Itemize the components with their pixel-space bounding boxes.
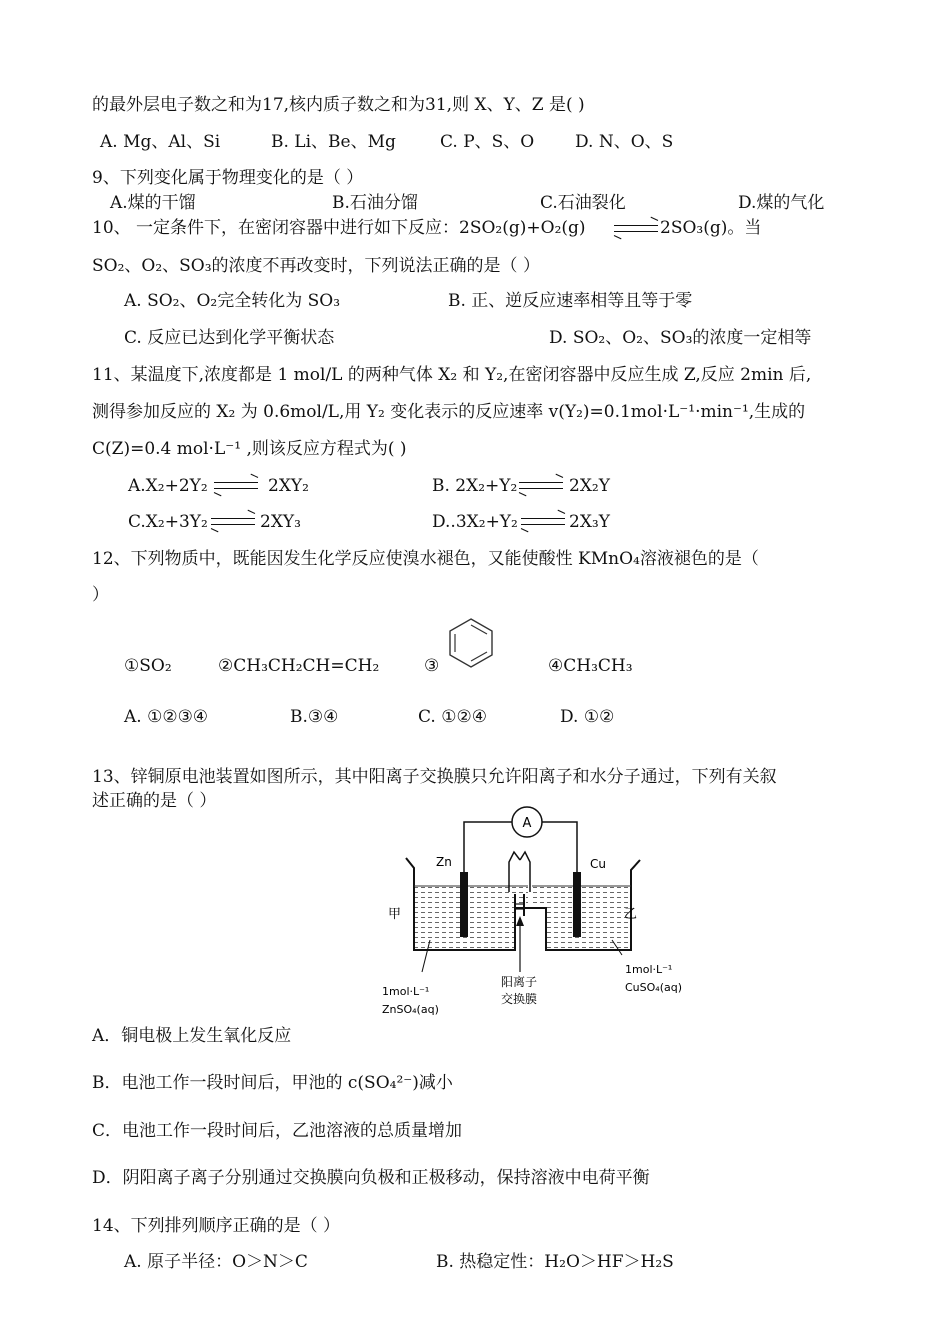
q9-option-a: A.煤的干馏 xyxy=(110,193,196,213)
q14-stem: 14、下列排列顺序正确的是（ ） xyxy=(92,1216,341,1236)
galvanic-cell-diagram xyxy=(372,800,692,1020)
q11-option-d-right: 2X₃Y xyxy=(569,512,610,532)
q14-option-b: B. 热稳定性：H₂O＞HF＞H₂S xyxy=(436,1252,674,1272)
q9-option-b: B.石油分馏 xyxy=(332,193,418,213)
q11-option-c-right: 2XY₃ xyxy=(260,512,301,532)
q12-item-4: ④CH₃CH₃ xyxy=(548,656,633,676)
membrane-label-1: 阳离子 xyxy=(501,975,538,989)
q11-line1: 11、某温度下,浓度都是 1 mol/L 的两种气体 X₂ 和 Y₂,在密闭容器中反应生成 Z,反应 2min 后, xyxy=(92,365,812,385)
equilibrium-arrow-icon xyxy=(521,516,565,528)
q10-option-b: B. 正、逆反应速率相等且等于零 xyxy=(448,291,693,311)
q8-stem: 的最外层电子数之和为17,核内质子数之和为31,则 X、Y、Z 是( ) xyxy=(92,95,585,115)
q12-option-a: A. ①②③④ xyxy=(124,707,209,727)
zn-electrode-label: Zn xyxy=(436,855,452,869)
q11-line2: 测得参加反应的 X₂ 为 0.6mol/L,用 Y₂ 变化表示的反应速率 v(Y₂)=0.1mol·L⁻¹·min⁻¹,生成的 xyxy=(92,402,806,422)
q11-option-c-left: C.X₂+3Y₂ xyxy=(128,512,208,532)
equilibrium-arrow-icon xyxy=(211,516,255,528)
q10-option-d: D. SO₂、O₂、SO₃的浓度一定相等 xyxy=(549,328,812,348)
left-solution-name: ZnSO₄(aq) xyxy=(382,1003,439,1016)
q13-option-b: B．电池工作一段时间后，甲池的 c(SO₄²⁻)减小 xyxy=(92,1073,453,1093)
q11-option-a-left: A.X₂+2Y₂ xyxy=(128,476,208,496)
q12-option-d: D. ①② xyxy=(560,707,615,727)
q13-option-c: C．电池工作一段时间后，乙池溶液的总质量增加 xyxy=(92,1121,463,1141)
right-cell-label: 乙 xyxy=(624,907,638,922)
q12-item-2: ②CH₃CH₂CH=CH₂ xyxy=(218,656,380,676)
right-solution-conc: 1mol·L⁻¹ xyxy=(625,963,673,976)
q14-option-a: A. 原子半径：O＞N＞C xyxy=(124,1252,308,1272)
right-solution-name: CuSO₄(aq) xyxy=(625,981,683,994)
q8-option-c: C. P、S、O xyxy=(440,132,535,152)
q10-stem2: SO₂、O₂、SO₃的浓度不再改变时，下列说法正确的是（ ） xyxy=(92,256,540,276)
q11-option-b-right: 2X₂Y xyxy=(569,476,610,496)
membrane-label-2: 交换膜 xyxy=(501,992,538,1006)
q11-option-a-right: 2XY₂ xyxy=(268,476,309,496)
cu-electrode-label: Cu xyxy=(590,857,606,871)
q12-item-3: ③ xyxy=(424,656,440,676)
q8-option-a: A. Mg、Al、Si xyxy=(100,132,221,152)
q12-line2: ） xyxy=(92,585,109,605)
q10-option-c: C. 反应已达到化学平衡状态 xyxy=(124,328,335,348)
q12-item-1: ①SO₂ xyxy=(124,656,172,676)
q9-stem: 9、下列变化属于物理变化的是（ ） xyxy=(92,168,364,188)
q11-option-d-left: D..3X₂+Y₂ xyxy=(432,512,518,532)
equilibrium-arrow-icon xyxy=(519,480,563,492)
q12-line1: 12、下列物质中，既能因发生化学反应使溴水褪色，又能使酸性 KMnO₄溶液褪色的是（ xyxy=(92,549,759,569)
left-cell-label: 甲 xyxy=(388,907,402,922)
q12-option-c: C. ①②④ xyxy=(418,707,487,727)
left-solution-conc: 1mol·L⁻¹ xyxy=(382,985,430,998)
benzene-ring-icon xyxy=(444,616,498,670)
q11-option-b-left: B. 2X₂+Y₂ xyxy=(432,476,518,496)
q10-stem-b: 2SO₃(g)。当 xyxy=(660,218,762,238)
equilibrium-arrow-icon xyxy=(214,480,258,492)
q8-option-d: D. N、O、S xyxy=(575,132,674,152)
q13-option-d: D．阴阳离子离子分别通过交换膜向负极和正极移动，保持溶液中电荷平衡 xyxy=(92,1168,650,1188)
q10-option-a: A. SO₂、O₂完全转化为 SO₃ xyxy=(124,291,341,311)
q13-option-a: A．铜电极上发生氧化反应 xyxy=(92,1026,292,1046)
q8-option-b: B. Li、Be、Mg xyxy=(271,132,396,152)
ammeter-label: A xyxy=(522,816,532,831)
q13-line2: 述正确的是（ ） xyxy=(92,791,217,811)
q9-option-d: D.煤的气化 xyxy=(738,193,825,213)
q10-stem-a: 10、 一定条件下，在密闭容器中进行如下反应：2SO₂(g)+O₂(g) xyxy=(92,218,586,238)
q12-option-b: B.③④ xyxy=(290,707,339,727)
equilibrium-arrow-icon xyxy=(614,223,658,235)
q11-line3: C(Z)=0.4 mol·L⁻¹ ,则该反应方程式为( ) xyxy=(92,439,407,459)
q9-option-c: C.石油裂化 xyxy=(540,193,626,213)
q13-line1: 13、锌铜原电池装置如图所示，其中阳离子交换膜只允许阳离子和水分子通过，下列有关叙 xyxy=(92,767,777,787)
